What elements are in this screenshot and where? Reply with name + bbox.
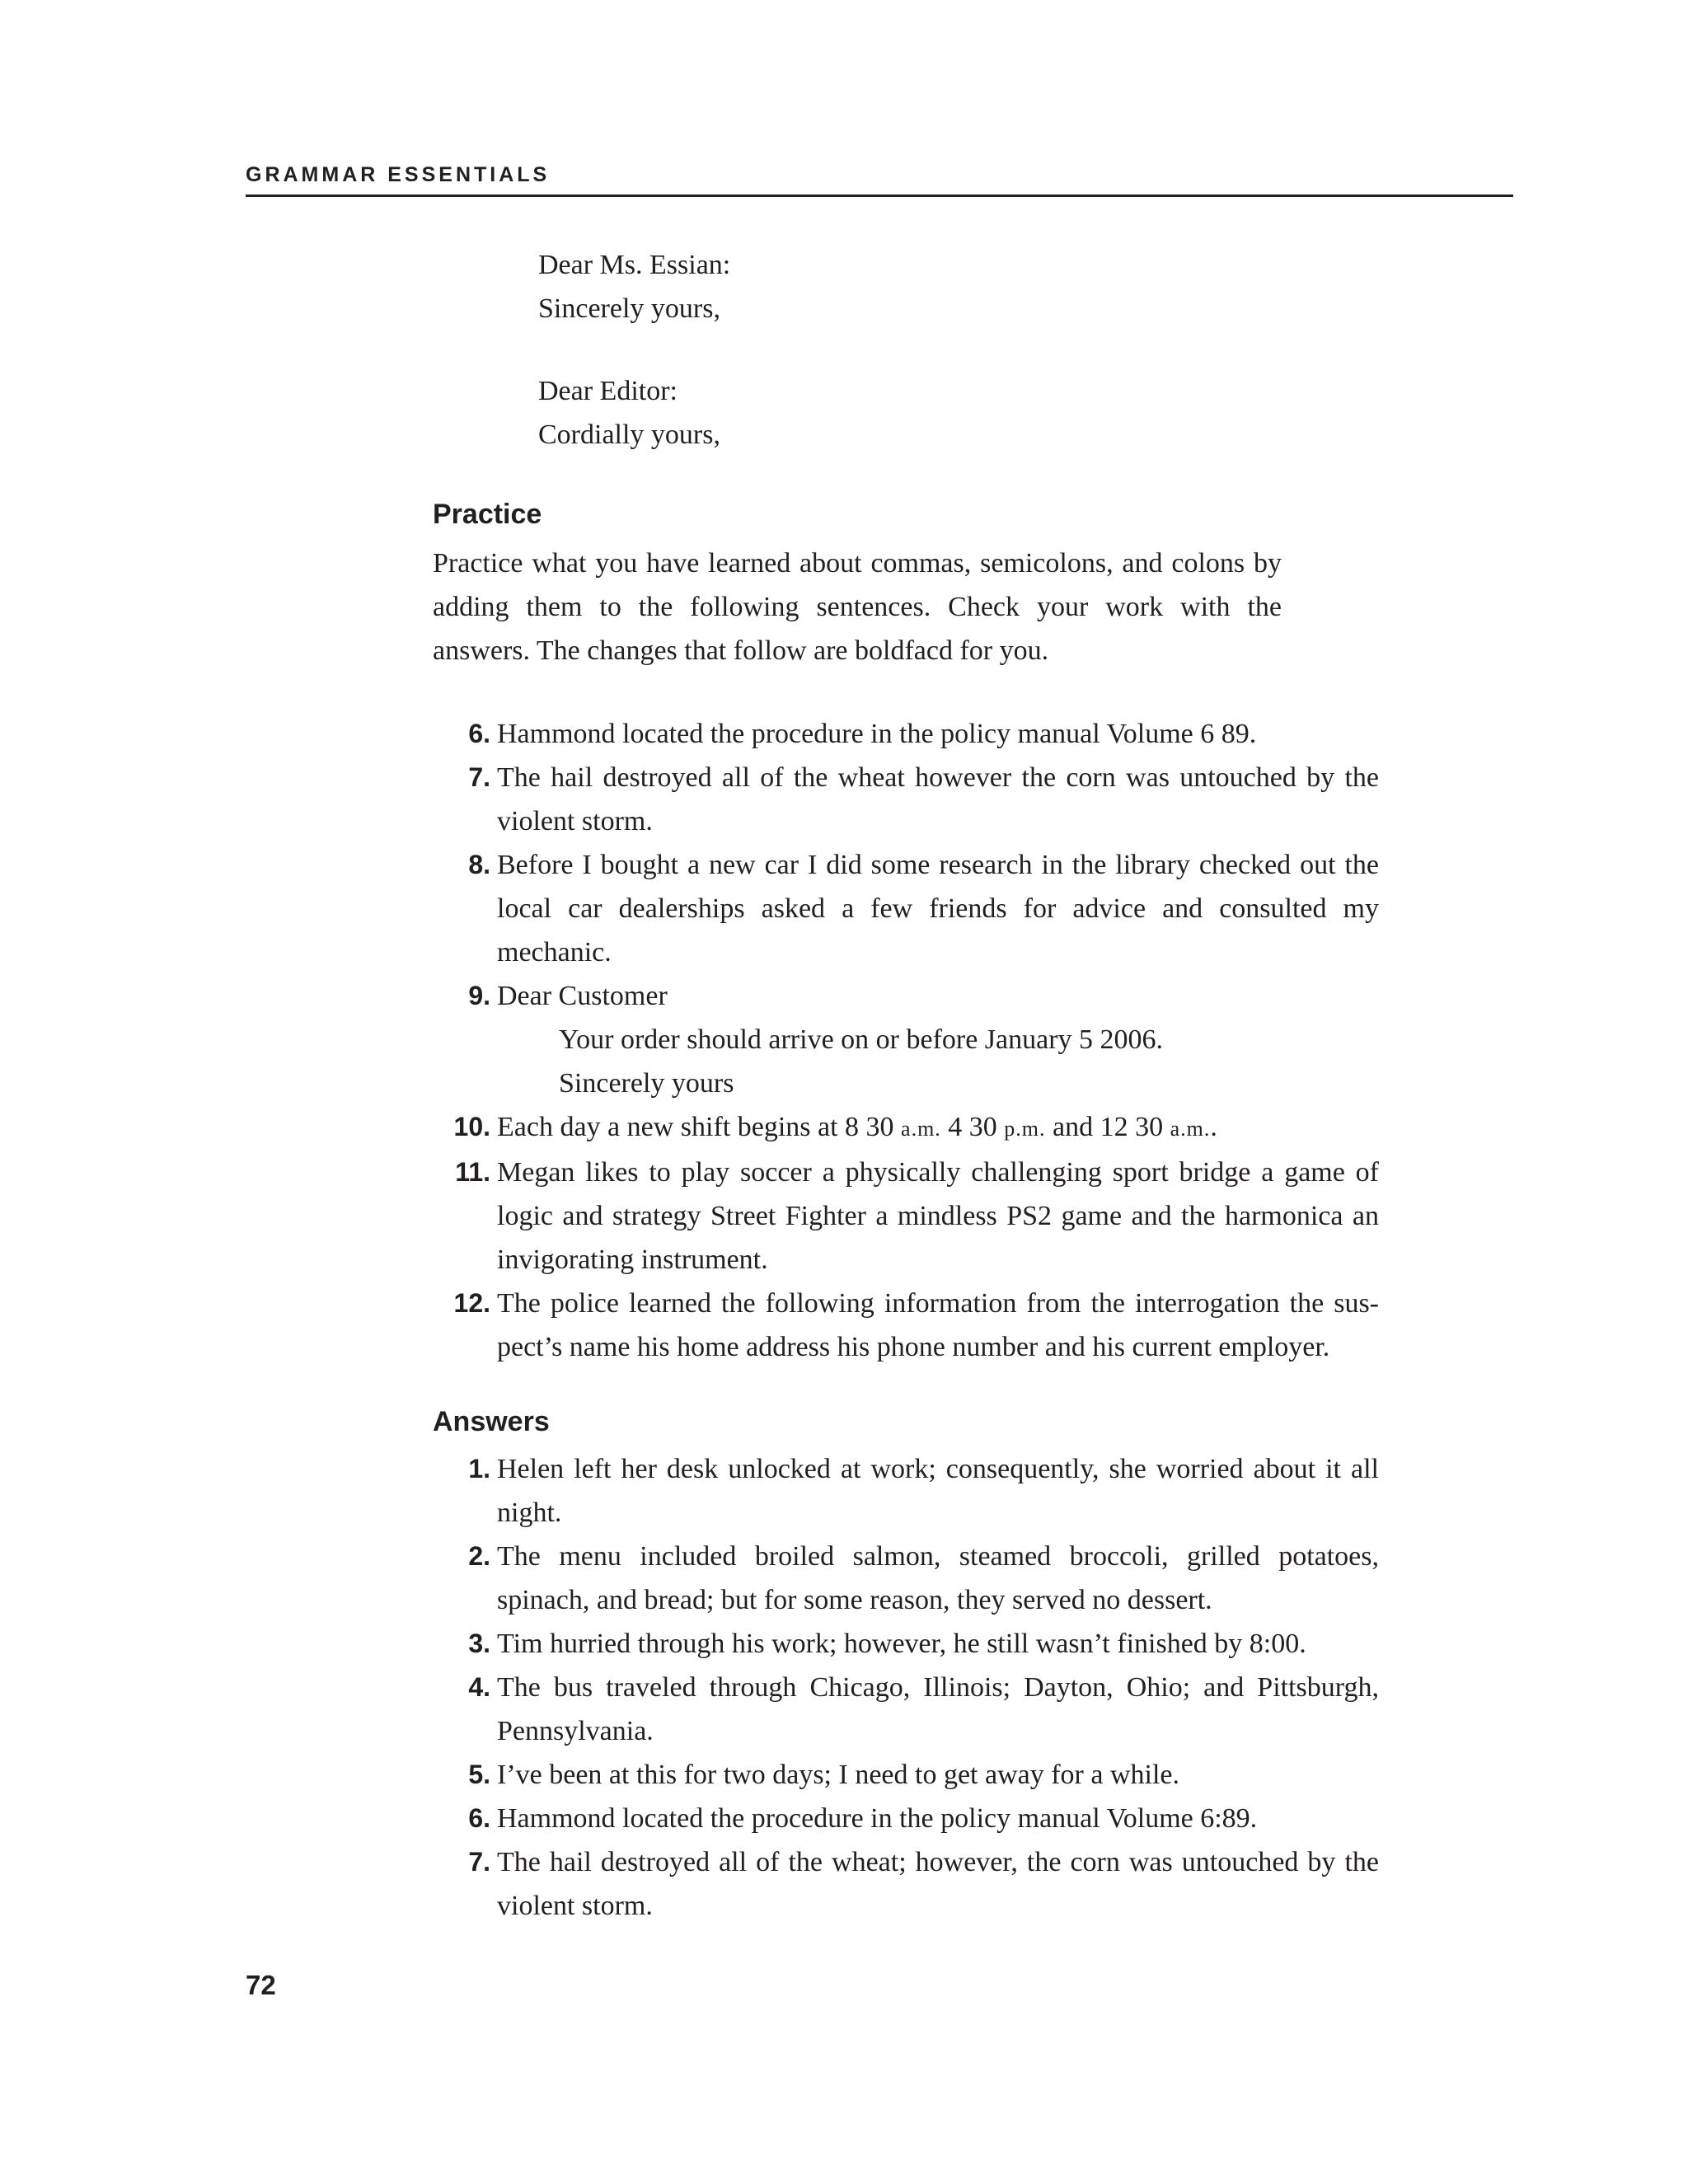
list-item [433, 1105, 1379, 1151]
letter-salutation: Dear Ms. Essian: [538, 250, 731, 280]
letter-closing: Sincerely yours, [538, 293, 720, 324]
list-item [433, 1151, 1379, 1282]
running-head: GRAMMAR ESSENTIALS [246, 163, 551, 186]
text-run: . [1210, 1112, 1217, 1142]
item-number: 7. [468, 1847, 490, 1877]
item-text: The police learned the following information from the interrogation the sus-pect’s name his home address his phone number and his current employer. [497, 1288, 1379, 1362]
item-text: Tim hurried through his work; however, he still wasn’t finished by 8:00. [497, 1629, 1306, 1659]
list-item [433, 1797, 1379, 1840]
list-item [433, 1535, 1379, 1622]
spacer [538, 330, 1198, 369]
item-text: The hail destroyed all of the wheat however the corn was untouched by the violent storm. [497, 762, 1379, 837]
letter-closing-line: Sincerely yours [559, 1068, 734, 1099]
item-text [497, 1112, 1217, 1142]
answers-heading: Answers [433, 1406, 550, 1437]
header-rule [246, 194, 1513, 197]
list-item [433, 843, 1379, 974]
item-text: Hammond located the procedure in the policy manual Volume 6:89. [497, 1803, 1258, 1834]
item-number: 6. [468, 1803, 490, 1833]
item-text: The menu included broiled salmon, steamed broccoli, grilled potatoes, spinach, and bread; but for some reason, they served no dessert. [497, 1541, 1379, 1615]
item-number: 8. [468, 850, 490, 879]
item-text: The bus traveled through Chicago, Illinois; Dayton, Ohio; and Pittsburgh, Pennsylvania. [497, 1672, 1379, 1746]
text-run: 4 30 [940, 1112, 1005, 1142]
item-number: 11. [455, 1157, 490, 1187]
time-abbrev: a.m. [901, 1117, 941, 1141]
list-item [433, 1753, 1379, 1797]
item-number: 6. [468, 719, 490, 748]
item-text: Before I bought a new car I did some research in the library checked out the local car dealerships asked a few friends for advice and consulted my mechanic. [497, 850, 1379, 968]
item-number: 10. [453, 1112, 490, 1141]
list-item [433, 756, 1379, 843]
practice-list [433, 712, 1379, 1369]
item-text: I’ve been at this for two days; I need to get away for a while. [497, 1760, 1179, 1790]
letter-salutation: Dear Editor: [538, 376, 678, 406]
item-text: Hammond located the procedure in the policy manual Volume 6 89. [497, 719, 1257, 749]
item-text: Dear Customer [497, 981, 668, 1011]
text-run: Each day a new shift begins at 8 30 [497, 1112, 902, 1142]
list-item [433, 1282, 1379, 1369]
practice-intro: Practice what you have learned about commas, semicolons, and colons by adding them to the following sentences. Check your work with the answers. The changes that follow are boldfacd for you. [433, 548, 1282, 666]
item-number: 4. [468, 1672, 490, 1702]
letter-examples [538, 243, 1198, 457]
item-number: 7. [468, 762, 490, 792]
item-text: Helen left her desk unlocked at work; consequently, she worried about it all night. [497, 1454, 1379, 1528]
page-number: 72 [246, 1970, 276, 2000]
item-number: 2. [468, 1541, 490, 1571]
item-number: 9. [468, 981, 490, 1010]
item-number: 3. [468, 1629, 490, 1658]
list-item [433, 1622, 1379, 1666]
time-abbrev: a.m. [1170, 1117, 1211, 1141]
list-item [433, 1447, 1379, 1535]
text-run: and 12 30 [1045, 1112, 1170, 1142]
item-number: 5. [468, 1760, 490, 1789]
list-item [433, 712, 1379, 756]
time-abbrev: p.m. [1004, 1117, 1046, 1141]
list-item [433, 974, 1379, 1105]
item-number: 12. [453, 1288, 490, 1318]
letter-closing: Cordially yours, [538, 419, 720, 450]
practice-heading: Practice [433, 499, 542, 530]
list-item [433, 1840, 1379, 1928]
list-item [433, 1666, 1379, 1753]
item-text: The hail destroyed all of the wheat; however, the corn was untouched by the violent storm. [497, 1847, 1379, 1921]
letter-body-line: Your order should arrive on or before January 5 2006. [559, 1024, 1164, 1055]
answers-list [433, 1447, 1379, 1928]
item-text: Megan likes to play soccer a physically challenging sport bridge a game of logic and strategy Street Fighter a mindless PS2 game and the harmonica an invigorating instrument. [497, 1157, 1379, 1275]
item-number: 1. [468, 1454, 490, 1483]
